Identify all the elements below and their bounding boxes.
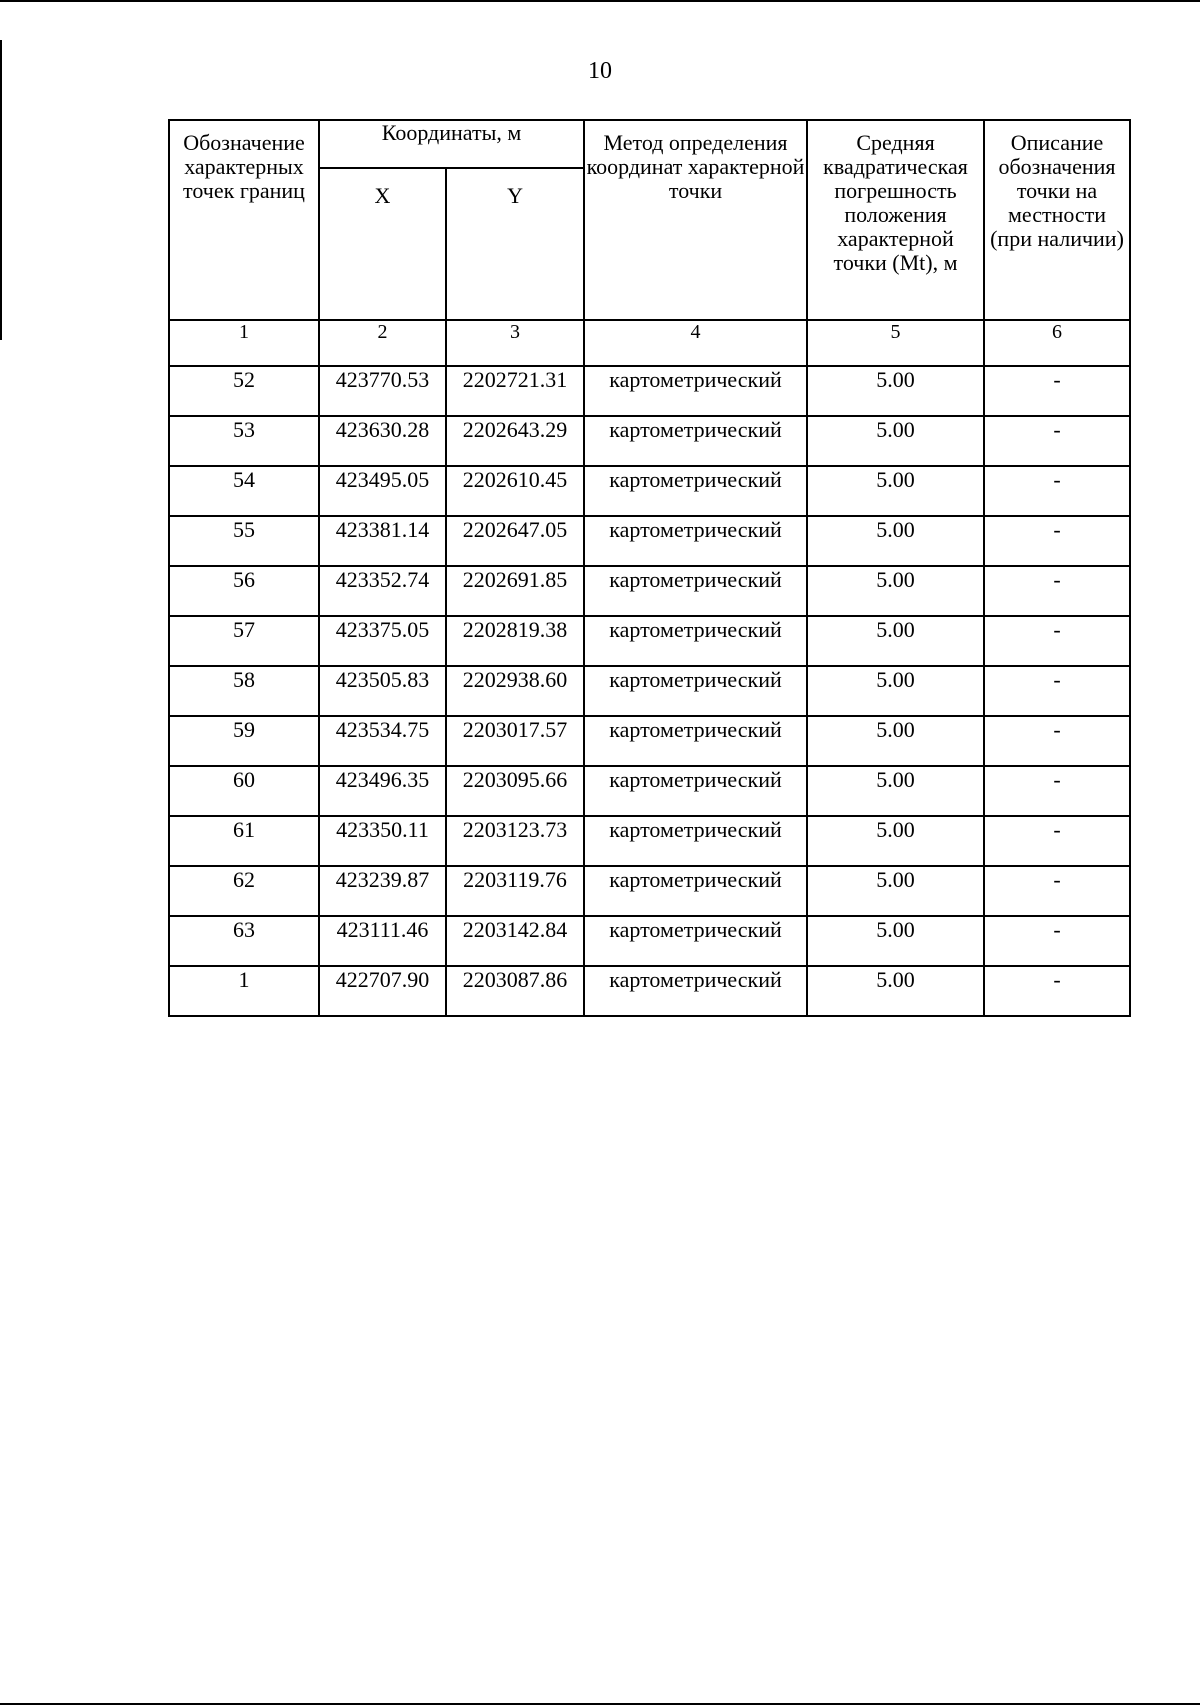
column-number: 2 bbox=[319, 320, 446, 366]
method-cell: картометрический bbox=[584, 716, 807, 766]
table-row bbox=[169, 766, 1130, 816]
x-cell: 423352.74 bbox=[319, 566, 446, 616]
point-cell: 59 bbox=[169, 716, 319, 766]
y-cell: 2202938.60 bbox=[446, 666, 584, 716]
header-description: Описание обозначения точки на местности (при наличии) bbox=[984, 120, 1130, 320]
method-cell: картометрический bbox=[584, 516, 807, 566]
table-row bbox=[169, 966, 1130, 1016]
error-cell: 5.00 bbox=[807, 966, 984, 1016]
table-row bbox=[169, 666, 1130, 716]
header-coords: Координаты, м bbox=[319, 120, 584, 168]
point-cell: 53 bbox=[169, 416, 319, 466]
point-cell: 58 bbox=[169, 666, 319, 716]
description-cell: - bbox=[984, 916, 1130, 966]
description-cell: - bbox=[984, 416, 1130, 466]
table-row bbox=[169, 516, 1130, 566]
table-row bbox=[169, 416, 1130, 466]
table-row bbox=[169, 866, 1130, 916]
description-cell: - bbox=[984, 716, 1130, 766]
header-x: X bbox=[319, 168, 446, 320]
y-cell: 2202647.05 bbox=[446, 516, 584, 566]
description-cell: - bbox=[984, 616, 1130, 666]
y-cell: 2202643.29 bbox=[446, 416, 584, 466]
description-cell: - bbox=[984, 466, 1130, 516]
point-cell: 63 bbox=[169, 916, 319, 966]
error-cell: 5.00 bbox=[807, 866, 984, 916]
method-cell: картометрический bbox=[584, 466, 807, 516]
header-y: Y bbox=[446, 168, 584, 320]
method-cell: картометрический bbox=[584, 366, 807, 416]
method-cell: картометрический bbox=[584, 866, 807, 916]
error-cell: 5.00 bbox=[807, 666, 984, 716]
description-cell: - bbox=[984, 966, 1130, 1016]
description-cell: - bbox=[984, 566, 1130, 616]
error-cell: 5.00 bbox=[807, 516, 984, 566]
error-cell: 5.00 bbox=[807, 466, 984, 516]
scan-edge-left bbox=[0, 40, 2, 340]
description-cell: - bbox=[984, 766, 1130, 816]
x-cell: 422707.90 bbox=[319, 966, 446, 1016]
method-cell: картометрический bbox=[584, 766, 807, 816]
error-cell: 5.00 bbox=[807, 766, 984, 816]
table-row bbox=[169, 916, 1130, 966]
error-cell: 5.00 bbox=[807, 616, 984, 666]
x-cell: 423111.46 bbox=[319, 916, 446, 966]
y-cell: 2202691.85 bbox=[446, 566, 584, 616]
column-number: 6 bbox=[984, 320, 1130, 366]
x-cell: 423496.35 bbox=[319, 766, 446, 816]
column-number: 1 bbox=[169, 320, 319, 366]
header-point: Обозначение характерных точек границ bbox=[169, 120, 319, 320]
table-row bbox=[169, 366, 1130, 416]
point-cell: 61 bbox=[169, 816, 319, 866]
table-row bbox=[169, 816, 1130, 866]
table-row bbox=[169, 566, 1130, 616]
error-cell: 5.00 bbox=[807, 566, 984, 616]
method-cell: картометрический bbox=[584, 966, 807, 1016]
header-method: Метод определения координат характерной точки bbox=[584, 120, 807, 320]
y-cell: 2203017.57 bbox=[446, 716, 584, 766]
error-cell: 5.00 bbox=[807, 416, 984, 466]
y-cell: 2203123.73 bbox=[446, 816, 584, 866]
description-cell: - bbox=[984, 366, 1130, 416]
y-cell: 2202721.31 bbox=[446, 366, 584, 416]
error-cell: 5.00 bbox=[807, 916, 984, 966]
coordinates-table bbox=[168, 119, 1131, 1017]
error-cell: 5.00 bbox=[807, 366, 984, 416]
table-row bbox=[169, 716, 1130, 766]
header-error: Средняя квадратическая погрешность положения характерной точки (Mt), м bbox=[807, 120, 984, 320]
page-number: 10 bbox=[588, 58, 612, 84]
point-cell: 56 bbox=[169, 566, 319, 616]
error-cell: 5.00 bbox=[807, 716, 984, 766]
description-cell: - bbox=[984, 516, 1130, 566]
x-cell: 423350.11 bbox=[319, 816, 446, 866]
x-cell: 423239.87 bbox=[319, 866, 446, 916]
y-cell: 2203095.66 bbox=[446, 766, 584, 816]
y-cell: 2202610.45 bbox=[446, 466, 584, 516]
description-cell: - bbox=[984, 866, 1130, 916]
method-cell: картометрический bbox=[584, 616, 807, 666]
method-cell: картометрический bbox=[584, 916, 807, 966]
table-row bbox=[169, 466, 1130, 516]
point-cell: 52 bbox=[169, 366, 319, 416]
point-cell: 1 bbox=[169, 966, 319, 1016]
x-cell: 423630.28 bbox=[319, 416, 446, 466]
y-cell: 2203119.76 bbox=[446, 866, 584, 916]
point-cell: 55 bbox=[169, 516, 319, 566]
x-cell: 423770.53 bbox=[319, 366, 446, 416]
point-cell: 62 bbox=[169, 866, 319, 916]
method-cell: картометрический bbox=[584, 816, 807, 866]
description-cell: - bbox=[984, 666, 1130, 716]
y-cell: 2203142.84 bbox=[446, 916, 584, 966]
column-number: 3 bbox=[446, 320, 584, 366]
error-cell: 5.00 bbox=[807, 816, 984, 866]
method-cell: картометрический bbox=[584, 666, 807, 716]
scan-edge-top bbox=[0, 0, 1200, 2]
y-cell: 2202819.38 bbox=[446, 616, 584, 666]
x-cell: 423505.83 bbox=[319, 666, 446, 716]
description-cell: - bbox=[984, 816, 1130, 866]
x-cell: 423534.75 bbox=[319, 716, 446, 766]
method-cell: картометрический bbox=[584, 416, 807, 466]
point-cell: 60 bbox=[169, 766, 319, 816]
column-number-row bbox=[169, 320, 1130, 366]
x-cell: 423381.14 bbox=[319, 516, 446, 566]
point-cell: 54 bbox=[169, 466, 319, 516]
table-row bbox=[169, 616, 1130, 666]
y-cell: 2203087.86 bbox=[446, 966, 584, 1016]
point-cell: 57 bbox=[169, 616, 319, 666]
column-number: 4 bbox=[584, 320, 807, 366]
column-number: 5 bbox=[807, 320, 984, 366]
x-cell: 423495.05 bbox=[319, 466, 446, 516]
method-cell: картометрический bbox=[584, 566, 807, 616]
x-cell: 423375.05 bbox=[319, 616, 446, 666]
